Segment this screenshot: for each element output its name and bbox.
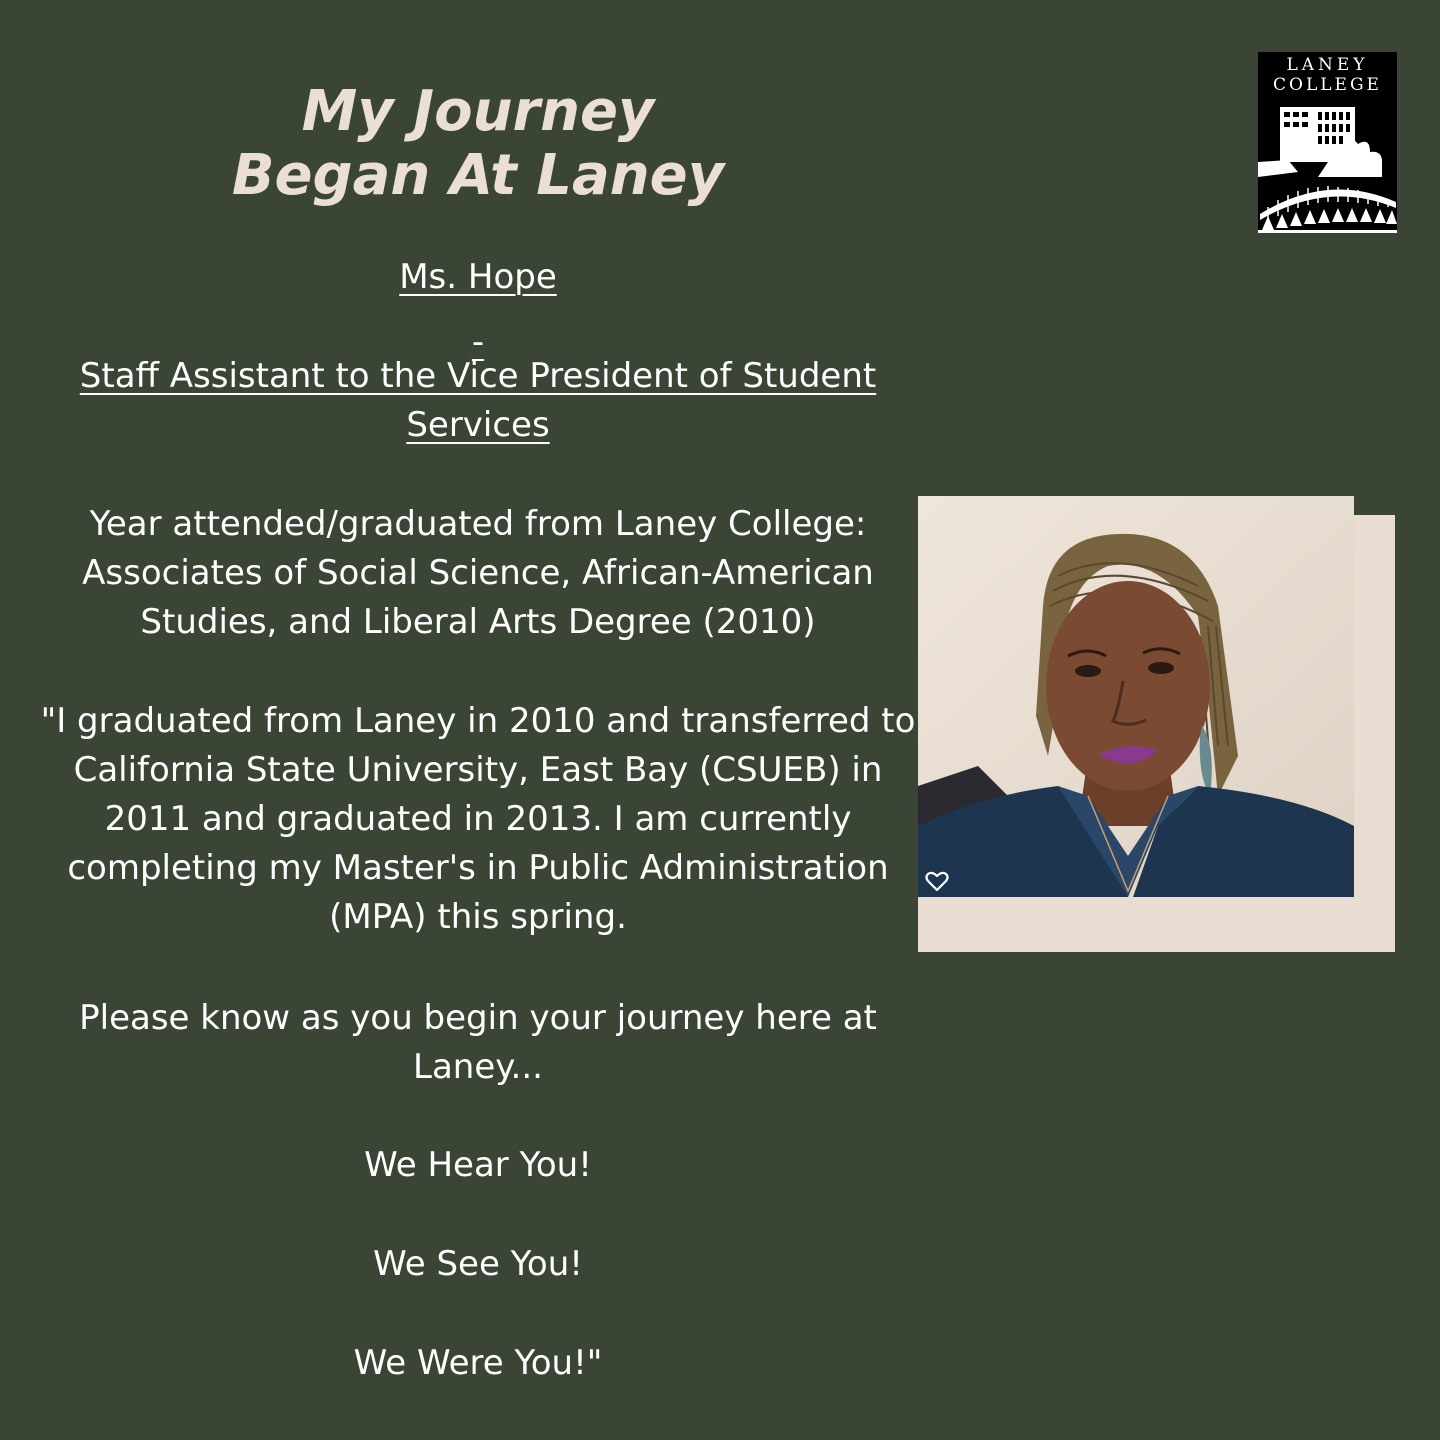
closing-intro: Please know as you begin your journey here at Laney...	[79, 998, 877, 1087]
logo-line-1: LANEY	[1286, 55, 1369, 75]
closing-were: We Were You!"	[353, 1343, 603, 1383]
logo-building-icon	[1258, 102, 1397, 233]
profile-name: Ms. Hope	[399, 257, 557, 297]
profile-separator: -	[471, 322, 485, 362]
laney-college-logo	[1258, 52, 1397, 233]
closing-hear: We Hear You!	[364, 1145, 592, 1185]
education-text: Year attended/graduated from Laney College: Associates of Social Science, African-American Studies, and Liberal Arts Degree (2010)	[82, 504, 874, 642]
closing-see: We See You!	[373, 1244, 583, 1284]
logo-line-2: COLLEGE	[1273, 75, 1382, 95]
page-title	[40, 80, 916, 208]
title-line-1: My Journey	[301, 79, 655, 144]
title-line-2: Began At Laney	[231, 143, 725, 208]
profile-role: Staff Assistant to the Vice President of Student Services	[79, 356, 877, 445]
quote-text: "I graduated from Laney in 2010 and transferred to California State University, East Bay (CSUEB) in 2011 and graduated in 2013. I am currently completing my Master's in Public Administration (MPA) this spring.	[40, 701, 916, 937]
heart-icon[interactable]	[924, 868, 950, 894]
portrait-illustration	[918, 496, 1354, 897]
profile-photo	[918, 496, 1354, 897]
